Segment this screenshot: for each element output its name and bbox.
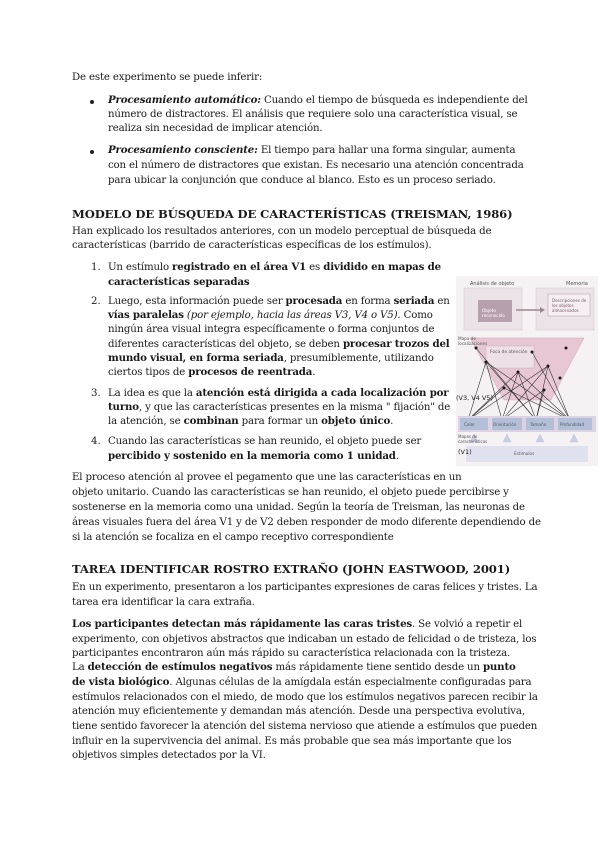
figure-label-feature-maps: Mapas de características xyxy=(458,434,488,444)
section1-intro-line-1: Han explicado los resultados anteriores, con un modelo perceptual de búsqueda de xyxy=(72,226,492,237)
para-line-4: áreas visuales fuera del área V1 y de V2 deben responder de modo diferente dependiendo de xyxy=(72,517,541,528)
section1-intro-line-2: características (barrido de características específicas de los estímulos). xyxy=(72,240,432,251)
item-3-line-2: turno, y que las características presentes en la misma " fijación" de xyxy=(108,401,451,413)
para-line-1: El proceso atención al provee el pegamento que une las características en un xyxy=(72,472,462,483)
section2-intro-line-1: En un experimento, presentaron a los participantes expresiones de caras felices y tristes. La xyxy=(72,582,538,593)
list-number: 4. xyxy=(91,436,101,447)
figure-box-recognized-object: Objeto reconocido xyxy=(482,308,505,318)
figure-feature-orientation: Orientación xyxy=(493,422,517,427)
item-2-line-6: ciertos tipos de procesos de reentrada. xyxy=(108,366,316,378)
para-line-2: objeto unitario. Cuando las características se han reunido, el objeto puede percibirse y xyxy=(72,487,509,498)
para-line-5: si la atención se focaliza en el campo receptivo correspondiente xyxy=(72,532,394,543)
figure-label-attention-focus: Foco de atención xyxy=(490,350,528,355)
item-2-line-4: diferentes características del objeto, se deben procesar trozos del xyxy=(108,338,450,350)
section2-line-8: tiene sentido favorecer la atención del sistema nervioso que atiende a estímulos que pueden xyxy=(72,721,538,732)
bullet-2-line-3: para ubicar la conjunción que conduce al blanco. Esto es un proceso seriado. xyxy=(108,175,496,186)
bullet-2-line-2: con el número de distractores que existan. Es necesario una atención concentrada xyxy=(108,160,524,171)
list-number: 3. xyxy=(91,388,101,399)
section2-line-9: influir en la supervivencia del animal. Es más probable que sea más importante que los xyxy=(72,736,512,747)
bullet-1-line-2: número de distractores. El análisis que requiere solo una característica visual, se xyxy=(108,109,518,120)
section2-line-3: participantes encontraron aún más rápido su característica relacionada con la tristeza. xyxy=(72,648,511,659)
item-3-line-1: La idea es que la atención está dirigida a cada localización por xyxy=(108,387,449,399)
treisman-model-figure xyxy=(456,276,598,466)
section2-intro-line-2: tarea era identificar la cara extraña. xyxy=(72,597,255,608)
item-4-line-1: Cuando las características se han reunido, el objeto puede ser xyxy=(108,436,422,447)
section2-line-1: Los participantes detectan más rápidamente las caras tristes. Se volvió a repetir el xyxy=(72,618,523,630)
item-2-line-3: ningún área visual integra específicamente o forma conjuntos de xyxy=(108,324,435,335)
bullet-1-line-1: Procesamiento automático: Cuando el tiempo de búsqueda es independiente del xyxy=(108,94,528,106)
item-4-line-2: percibido y sostenido en la memoria como 1 unidad. xyxy=(108,450,399,462)
list-number: 1. xyxy=(91,262,101,273)
figure-feature-depth: Profundidad xyxy=(560,422,585,427)
bullet-2-line-1: Procesamiento consciente: El tiempo para hallar una forma singular, aumenta xyxy=(108,144,516,156)
item-1-line-1: Un estímulo registrado en el área V1 es dividido en mapas de xyxy=(108,261,441,273)
figure-label-memory: Memoria xyxy=(566,281,588,287)
figure-side-label-v3-v4-v5: (V3, V4 V5) xyxy=(456,394,494,402)
figure-feature-color: Color xyxy=(464,422,475,427)
item-2-line-1: Luego, esta información puede ser procesada en forma seriada en xyxy=(108,295,450,307)
section2-line-5: de vista biológico. Algunas células de la amígdala están especialmente configuradas para xyxy=(72,676,532,688)
figure-label-stimuli: Estímulos xyxy=(514,451,535,456)
bullet-dot xyxy=(90,100,94,104)
figure-feature-size: Tamaño xyxy=(530,422,547,427)
figure-label-location-map: Mapa de localizaciones xyxy=(458,336,488,346)
list-number: 2. xyxy=(91,296,101,307)
item-3-line-3: la atención, se combinan para formar un objeto único. xyxy=(108,415,394,427)
bullet-dot xyxy=(90,150,94,154)
figure-box-stored-descriptions: Descripciones de los objetos almacenados xyxy=(552,298,587,313)
section2-line-7: atención muy eficientemente y demandan más atención. Desde una perspectiva evolutiva, xyxy=(72,706,525,717)
para-line-3: sostenerse en la memoria como una unidad. Según la teoría de Treisman, las neuronas de xyxy=(72,502,525,513)
section-title-treisman: MODELO DE BÚSQUEDA DE CARACTERÍSTICAS (TREISMAN, 1986) xyxy=(72,207,513,221)
figure-side-label-v1: (V1) xyxy=(458,448,472,456)
section2-line-10: objetivos simples detectados por la VI. xyxy=(72,750,266,761)
section2-line-2: experimento, con objetivos abstractos que indicaban un estado de felicidad o de tristeza, los xyxy=(72,634,537,645)
bullet-1-line-3: realiza sin necesidad de implicar atención. xyxy=(108,123,323,134)
section2-line-4: La detección de estímulos negativos más rápidamente tiene sentido desde un punto xyxy=(72,661,516,673)
section2-line-6: estímulos relacionados con el miedo, de modo que los estímulos negativos parecen recibir la xyxy=(72,692,538,703)
item-1-line-2: características separadas xyxy=(108,276,250,288)
figure-label-object-analysis: Análisis de objeto xyxy=(470,281,515,287)
section-title-eastwood: TAREA IDENTIFICAR ROSTRO EXTRAÑO (JOHN EASTWOOD, 2001) xyxy=(72,562,511,576)
item-2-line-2: vías paralelas (por ejemplo, hacia las áreas V3, V4 o V5). Como xyxy=(108,309,433,321)
intro-text: De este experimento se puede inferir: xyxy=(72,72,263,83)
item-2-line-5: mundo visual, en forma seriada, presumiblemente, utilizando xyxy=(108,352,434,364)
